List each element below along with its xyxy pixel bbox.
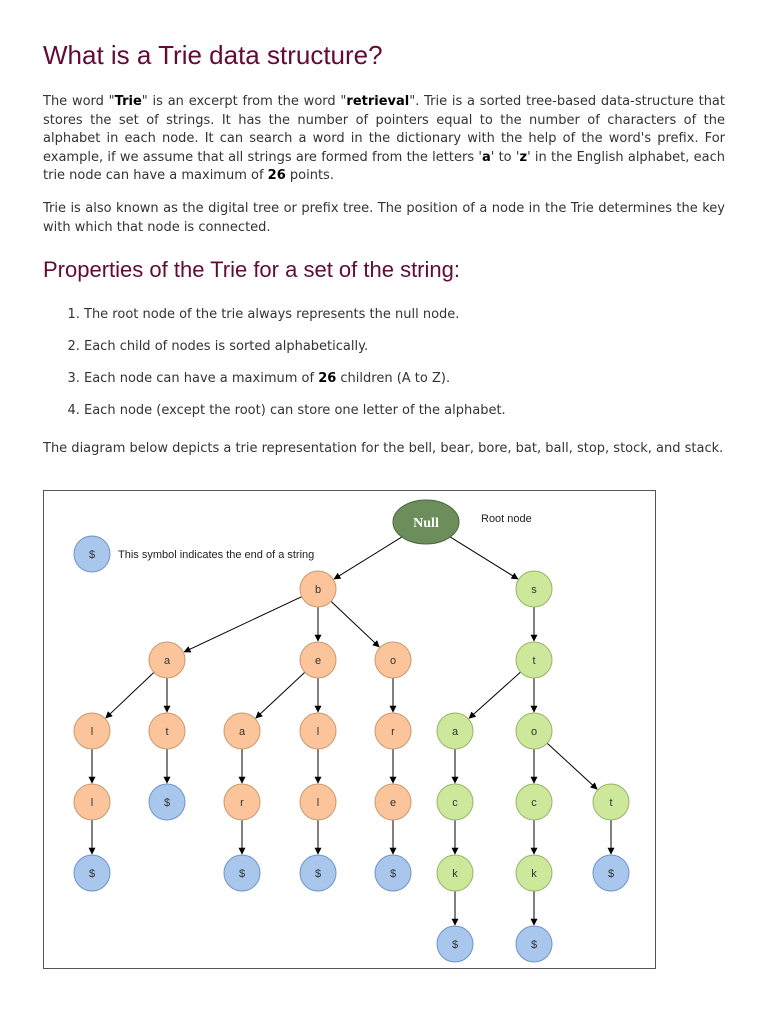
node-label: $	[314, 868, 322, 880]
node-label: r	[240, 797, 244, 809]
trie-node-bore$	[375, 855, 411, 891]
list-item-text-bold: 26	[318, 371, 337, 386]
legend	[74, 536, 314, 572]
list-item-text: The root node of the trie always represents the null node.	[84, 307, 460, 322]
node-label: k	[531, 868, 537, 880]
node-label: o	[389, 655, 397, 667]
node-label: t	[532, 655, 536, 667]
trie-node-be	[300, 642, 336, 678]
trie-node-stack$	[437, 926, 473, 962]
trie-node-bal	[74, 713, 110, 749]
intro-paragraph-2: Trie is also known as the digital tree or prefix tree. The position of a node in the Trie determines the key with which that node is connected.	[43, 201, 725, 235]
list-item	[84, 402, 744, 434]
trie-node-stac	[437, 784, 473, 820]
p1-mid: " is an excerpt from the word "	[141, 94, 347, 109]
edge-ba-bal	[106, 672, 154, 718]
node-label: $	[163, 797, 171, 809]
node-label: l	[90, 726, 94, 738]
node-label: c	[531, 797, 537, 809]
node-label: e	[389, 797, 397, 809]
properties-list	[42, 306, 744, 434]
p1-pre: The word "	[43, 94, 115, 109]
edge-root-b	[334, 537, 402, 579]
edge-b-bo	[331, 601, 379, 647]
node-label: $	[88, 868, 96, 880]
edge-sto-stop	[547, 743, 597, 789]
trie-diagram	[43, 490, 656, 969]
node-label: o	[530, 726, 538, 738]
trie-node-st	[516, 642, 552, 678]
trie-node-bat	[149, 713, 185, 749]
p1-to: ' to '	[490, 149, 520, 165]
node-label: c	[452, 797, 458, 809]
list-item-text-post: children (A to Z).	[336, 371, 451, 386]
trie-diagram-svg	[44, 491, 655, 968]
p1-retrieval: retrieval	[346, 94, 410, 109]
p1-a: a	[481, 149, 491, 165]
trie-node-sto	[516, 713, 552, 749]
node-label: k	[452, 868, 458, 880]
trie-node-bea	[224, 713, 260, 749]
trie-node-bear	[224, 784, 260, 820]
trie-node-stop$	[593, 855, 629, 891]
trie-node-ba	[149, 642, 185, 678]
p1-end: points.	[285, 168, 334, 183]
p1-trie: Trie	[114, 94, 142, 109]
node-label: r	[391, 726, 395, 738]
list-item-text: Each child of nodes is sorted alphabetically.	[84, 339, 369, 354]
trie-node-root	[393, 500, 459, 544]
node-label: $	[607, 868, 615, 880]
node-label: l	[316, 797, 320, 809]
node-label: s	[531, 584, 537, 596]
nodes-layer	[74, 500, 629, 962]
edge-st-sta	[469, 672, 520, 718]
trie-node-stoc	[516, 784, 552, 820]
p1-each: ' in the English alphabet, each trie node can have a maximum of	[43, 149, 725, 183]
node-label: Null	[413, 516, 439, 531]
list-item	[84, 306, 744, 338]
p1-z: z	[519, 149, 528, 165]
node-label: b	[314, 584, 322, 596]
trie-node-bat$	[149, 784, 185, 820]
trie-node-ball	[74, 784, 110, 820]
list-item-text-pre: Each node can have a maximum of	[84, 371, 319, 386]
trie-node-bore	[375, 784, 411, 820]
root-node-caption: Root node	[481, 513, 532, 525]
trie-node-bear$	[224, 855, 260, 891]
node-label: $	[389, 868, 397, 880]
node-label: t	[609, 797, 613, 809]
trie-node-ball$	[74, 855, 110, 891]
node-label: a	[451, 726, 459, 738]
intro-paragraph-1	[43, 93, 725, 186]
legend-text: This symbol indicates the end of a string	[118, 549, 315, 561]
list-item-text: Each node (except the root) can store one letter of the alphabet.	[84, 403, 506, 418]
properties-heading: Properties of the Trie for a set of the string:	[43, 257, 460, 282]
node-label: a	[163, 655, 171, 667]
diagram-caption: The diagram below depicts a trie representation for the bell, bear, bore, bat, ball, stop, stock, and stack.	[43, 441, 724, 456]
legend-symbol: $	[88, 549, 96, 561]
edge-b-ba	[184, 597, 302, 652]
trie-node-bor	[375, 713, 411, 749]
list-item	[84, 338, 744, 370]
trie-node-stack	[437, 855, 473, 891]
trie-node-bo	[375, 642, 411, 678]
trie-node-stock$	[516, 926, 552, 962]
node-label: $	[238, 868, 246, 880]
trie-node-bel	[300, 713, 336, 749]
trie-node-stop	[593, 784, 629, 820]
trie-node-bell$	[300, 855, 336, 891]
node-label: $	[451, 939, 459, 951]
list-item	[84, 370, 744, 402]
node-label: a	[238, 726, 246, 738]
page-title: What is a Trie data structure?	[43, 40, 383, 70]
trie-node-s	[516, 571, 552, 607]
edge-root-s	[450, 537, 518, 579]
trie-node-b	[300, 571, 336, 607]
node-label: l	[90, 797, 94, 809]
node-label: l	[316, 726, 320, 738]
trie-node-stock	[516, 855, 552, 891]
trie-node-bell	[300, 784, 336, 820]
p1-rest: ". Trie is a sorted tree-based data-structure that stores the set of strings. It has the number of pointers equal to the number of characters of the alphabet in each node. It can search a word in the dictionary with the help of the word's prefix. For example, if we assume that all strings are formed from the letters '	[43, 94, 725, 165]
edge-be-bea	[256, 672, 305, 718]
node-label: t	[165, 726, 169, 738]
node-label: e	[314, 655, 322, 667]
trie-node-sta	[437, 713, 473, 749]
p1-26: 26	[267, 168, 286, 183]
node-label: $	[530, 939, 538, 951]
